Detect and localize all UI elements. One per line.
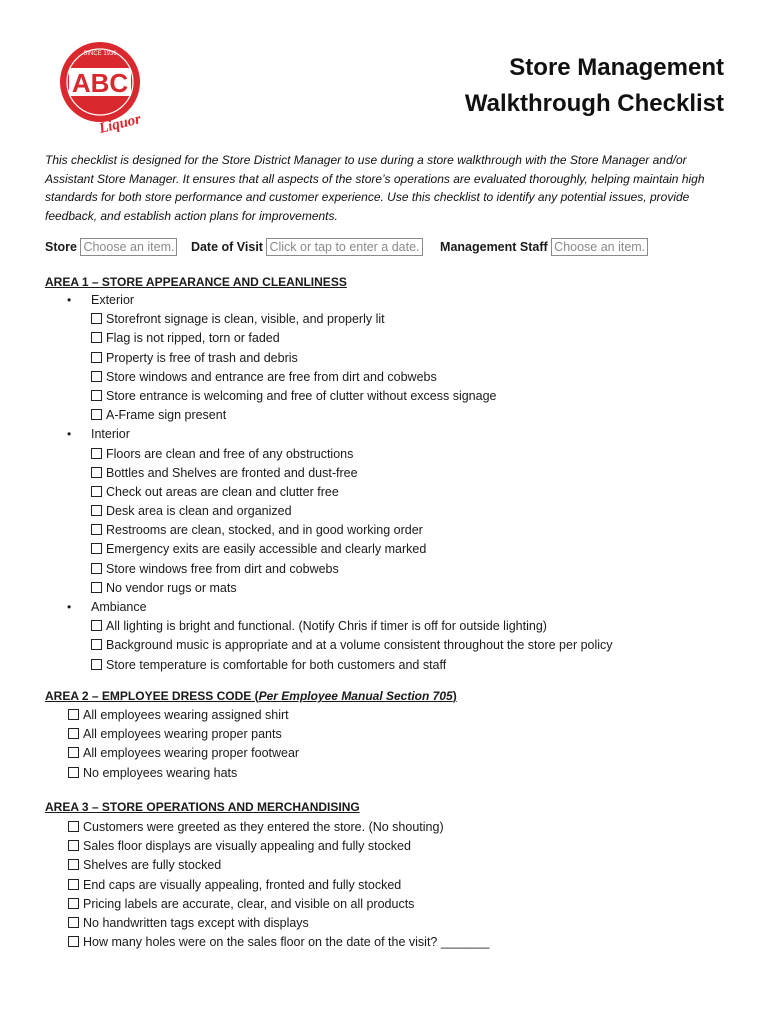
- area3-list: [68, 818, 490, 952]
- item-text: No vendor rugs or mats: [106, 580, 237, 595]
- staff-label: Management Staff: [440, 240, 548, 254]
- title-line-2: Walkthrough Checklist: [464, 90, 724, 117]
- checklist-item: [68, 744, 299, 763]
- checkbox[interactable]: [91, 486, 102, 497]
- checkbox[interactable]: [91, 543, 102, 554]
- checkbox[interactable]: [68, 709, 79, 720]
- checklist-item: [68, 856, 490, 875]
- group-label: Ambiance: [91, 600, 147, 614]
- checkbox[interactable]: [68, 898, 79, 909]
- item-text: Sales floor displays are visually appealing and fully stocked: [83, 839, 411, 854]
- item-text: Customers were greeted as they entered the store. (No shouting): [83, 820, 444, 834]
- area1-list: [67, 291, 613, 675]
- item-text: All employees wearing assigned shirt: [83, 708, 289, 722]
- group-ambiance: [67, 598, 613, 617]
- checkbox[interactable]: [68, 821, 79, 832]
- checkbox[interactable]: [91, 390, 102, 401]
- area2-list: [68, 706, 299, 783]
- item-text: No handwritten tags except with displays: [83, 915, 309, 930]
- item-text: All lighting is bright and functional. (Notify Chris if timer is off for outside lighting): [106, 619, 547, 634]
- checklist-item: [68, 837, 490, 856]
- item-text: Background music is appropriate and at a volume consistent throughout the store per policy: [106, 638, 613, 653]
- checklist-item: [68, 933, 490, 952]
- checkbox[interactable]: [68, 859, 79, 870]
- date-picker[interactable]: Click or tap to enter a date.: [266, 238, 422, 256]
- checkbox[interactable]: [91, 409, 102, 420]
- checklist-item: [91, 617, 613, 636]
- checklist-item: [91, 521, 613, 540]
- item-text: Flag is not ripped, torn or faded: [106, 331, 280, 346]
- checklist-item: [91, 502, 613, 521]
- checkbox[interactable]: [91, 582, 102, 593]
- checkbox[interactable]: [68, 879, 79, 890]
- intro-paragraph: This checklist is designed for the Store District Manager to use during a store walkthrough with the Store Manager and/or Assistant Store Manager. It ensures that all aspects of the store’s operations are evaluated thoroughly, helping maintain high standards for both store performance and customer experience. Use this checklist to identify any potential issues, provide feedback, and establish action plans for improvements.: [45, 153, 705, 223]
- group-label: Exterior: [91, 293, 135, 307]
- checklist-item: [68, 876, 490, 895]
- item-text: Bottles and Shelves are fronted and dust-free: [106, 465, 358, 480]
- checklist-item: [91, 636, 613, 655]
- checkbox[interactable]: [91, 448, 102, 459]
- checkbox[interactable]: [91, 467, 102, 478]
- checklist-item: [68, 914, 490, 933]
- checkbox[interactable]: [91, 371, 102, 382]
- checkbox[interactable]: [68, 917, 79, 928]
- checklist-item: [91, 579, 613, 598]
- area2-heading-reference: Per Employee Manual Section 705: [258, 689, 453, 703]
- logo-abc-text: ABC: [71, 68, 129, 98]
- item-text: End caps are visually appealing, fronted and fully stocked: [83, 877, 402, 892]
- store-dropdown[interactable]: Choose an item.: [80, 238, 177, 256]
- store-label: Store: [45, 240, 77, 254]
- checklist-item: [91, 445, 613, 464]
- checklist-item: [91, 406, 613, 425]
- checklist-item: [91, 329, 613, 348]
- title-line-1: Store Management: [509, 54, 724, 81]
- logo-ring-text: SINCE 1936: [83, 51, 117, 57]
- staff-dropdown[interactable]: Choose an item.: [551, 238, 648, 256]
- checkbox[interactable]: [91, 352, 102, 363]
- checkbox[interactable]: [68, 728, 79, 739]
- page-title: [465, 50, 724, 122]
- logo-script-text: Liquor: [97, 111, 143, 138]
- item-text: Property is free of trash and debris: [106, 350, 298, 365]
- checklist-item: [91, 464, 613, 483]
- checkbox[interactable]: [91, 659, 102, 670]
- checkbox[interactable]: [91, 620, 102, 631]
- checklist-item: [91, 656, 613, 675]
- checkbox[interactable]: [68, 767, 79, 778]
- bullet-icon: •: [67, 427, 72, 442]
- checklist-item: [91, 560, 613, 579]
- area3-heading: AREA 3 – STORE OPERATIONS AND MERCHANDISING: [45, 800, 360, 814]
- bullet-icon: •: [67, 600, 72, 614]
- item-text: Restrooms are clean, stocked, and in good working order: [106, 523, 423, 538]
- item-text: Emergency exits are easily accessible and clearly marked: [106, 542, 427, 557]
- item-text: A-Frame sign present: [106, 408, 227, 423]
- checklist-item: [91, 540, 613, 559]
- checklist-item: [68, 706, 299, 725]
- checkbox[interactable]: [91, 524, 102, 535]
- checklist-item: [68, 895, 490, 914]
- checklist-item: [91, 387, 613, 406]
- abc-liquor-logo: [55, 38, 155, 138]
- area1-heading: AREA 1 – STORE APPEARANCE AND CLEANLINESS: [45, 275, 347, 289]
- checklist-item: [68, 818, 490, 837]
- visit-fields: [45, 238, 745, 256]
- area2-heading: [45, 689, 457, 703]
- item-text: Pricing labels are accurate, clear, and visible on all products: [83, 896, 415, 911]
- area2-heading-text: AREA 2 – EMPLOYEE DRESS CODE (: [45, 689, 259, 703]
- group-label: Interior: [91, 427, 130, 442]
- item-text: Store windows and entrance are free from dirt and cobwebs: [106, 369, 437, 384]
- checkbox[interactable]: [91, 313, 102, 324]
- checkbox[interactable]: [91, 505, 102, 516]
- item-text: Storefront signage is clean, visible, and properly lit: [106, 312, 385, 327]
- item-text: Floors are clean and free of any obstructions: [106, 446, 354, 461]
- checklist-item: [91, 310, 613, 329]
- bullet-icon: •: [67, 293, 72, 307]
- item-text: All employees wearing proper footwear: [83, 746, 300, 761]
- checklist-item: [91, 483, 613, 502]
- checklist-item: [68, 764, 299, 783]
- item-text: Store temperature is comfortable for both customers and staff: [106, 657, 447, 672]
- item-text: All employees wearing proper pants: [83, 727, 282, 742]
- checklist-item: [68, 725, 299, 744]
- item-text: Store entrance is welcoming and free of clutter without excess signage: [106, 388, 497, 403]
- checklist-item: [91, 349, 613, 368]
- checkbox[interactable]: [68, 840, 79, 851]
- checkbox[interactable]: [91, 332, 102, 343]
- area2-heading-end: ): [452, 689, 457, 703]
- checkbox[interactable]: [91, 563, 102, 574]
- item-text: Desk area is clean and organized: [106, 504, 292, 519]
- item-text: Shelves are fully stocked: [83, 858, 222, 873]
- item-text: Store windows free from dirt and cobwebs: [106, 561, 339, 576]
- checkbox[interactable]: [68, 936, 79, 947]
- item-text: Check out areas are clean and clutter free: [106, 484, 339, 499]
- group-exterior: [67, 291, 613, 310]
- group-interior: [67, 425, 613, 444]
- item-text: No employees wearing hats: [83, 765, 238, 780]
- item-text: How many holes were on the sales floor on the date of the visit? _______: [83, 935, 490, 950]
- checkbox[interactable]: [91, 639, 102, 650]
- checkbox[interactable]: [68, 747, 79, 758]
- checklist-item: [91, 368, 613, 387]
- date-label: Date of Visit: [190, 240, 263, 254]
